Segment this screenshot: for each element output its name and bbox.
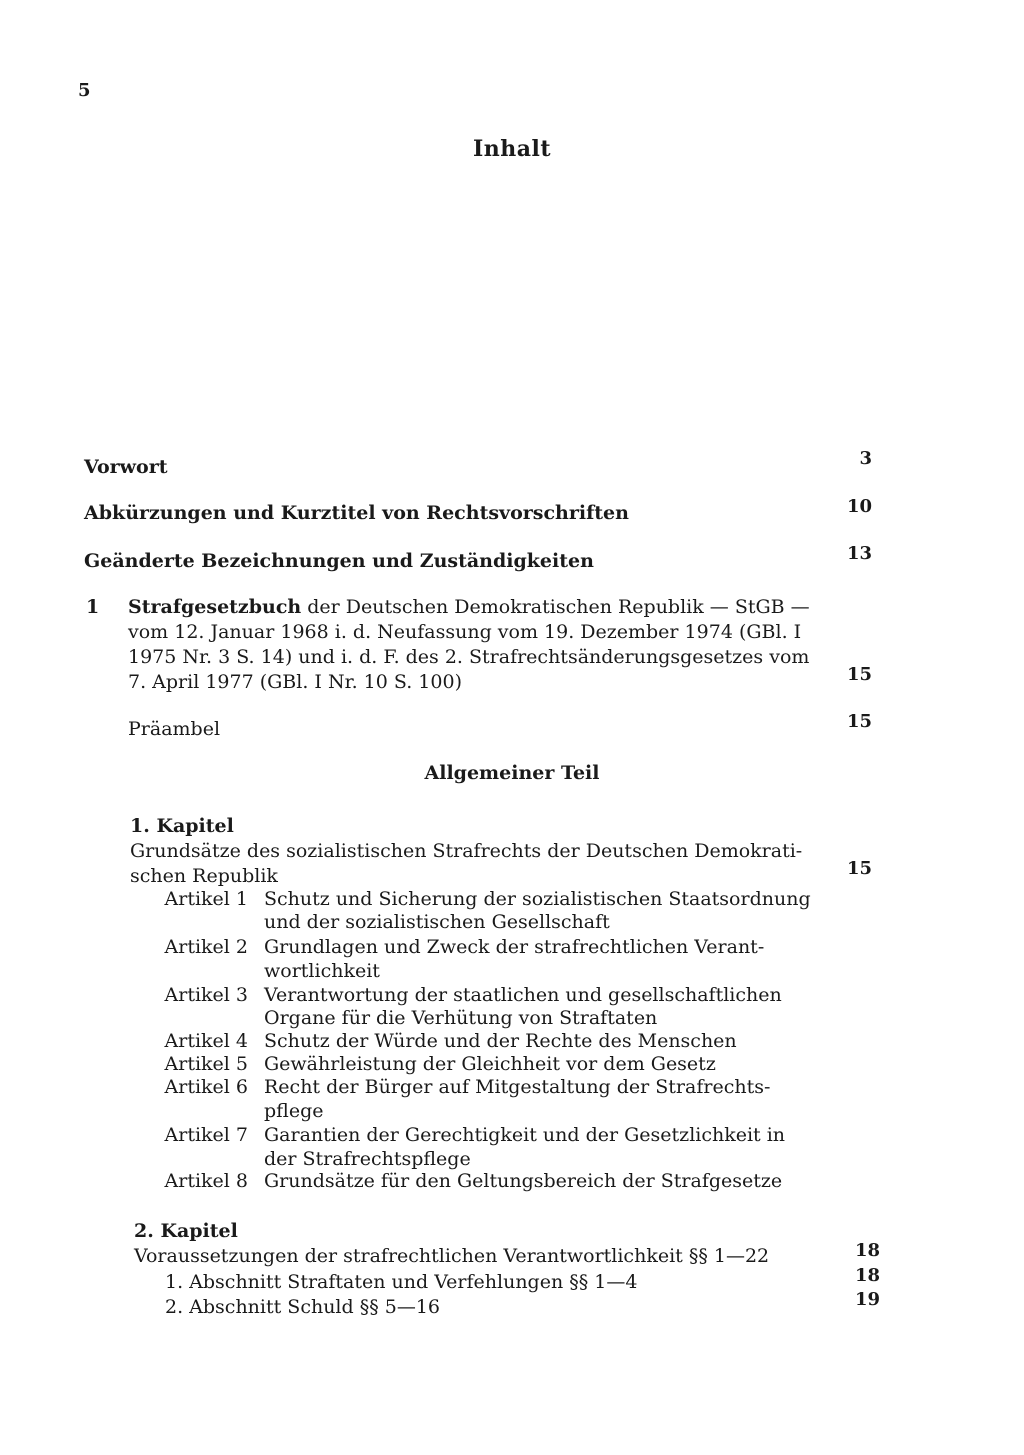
toc-bezeichnungen-page: 13 — [846, 543, 872, 564]
toc-praeambel-page: 15 — [846, 711, 872, 732]
article-4 — [148, 1030, 737, 1052]
toc-section1-line1-text: der Deutschen Demokratischen Republik — StGB — — [301, 596, 810, 618]
article-label: Artikel 6 — [164, 1076, 248, 1098]
toc-kapitel2-page: 18 — [854, 1240, 880, 1261]
toc-abschnitt-1-page: 18 — [854, 1265, 880, 1286]
toc-abschnitt-2: 2. Abschnitt Schuld §§ 5—16 — [165, 1296, 441, 1318]
toc-abschnitt-2-page: 19 — [854, 1289, 880, 1310]
article-text-line1: Garantien der Gerechtigkeit und der Gesetzlichkeit in — [264, 1124, 786, 1146]
article-8 — [148, 1170, 783, 1192]
toc-kapitel1-page: 15 — [846, 858, 872, 879]
article-2 — [148, 936, 765, 958]
toc-section1-line4: 7. April 1977 (GBl. I Nr. 10 S. 100) — [128, 671, 462, 693]
article-text-line1: Recht der Bürger auf Mitgestaltung der Strafrechts- — [264, 1076, 771, 1098]
toc-kapitel1-title-line1: Grundsätze des sozialistischen Strafrechts der Deutschen Demokrati- — [130, 840, 803, 862]
toc-kapitel2-heading: 2. Kapitel — [134, 1220, 238, 1242]
toc-praeambel: Präambel — [128, 718, 221, 740]
toc-section1-line1 — [128, 596, 812, 618]
article-label: Artikel 5 — [164, 1053, 248, 1075]
article-label: Artikel 7 — [164, 1124, 248, 1146]
page-title: Inhalt — [472, 136, 552, 162]
toc-abkuerzungen-page: 10 — [846, 496, 872, 517]
toc-section1-number: 1 — [86, 596, 100, 618]
toc-section1-lead: Strafgesetzbuch — [128, 596, 302, 618]
toc-bezeichnungen: Geänderte Bezeichnungen und Zuständigkeiten — [84, 550, 594, 572]
toc-section1-page: 15 — [846, 664, 872, 685]
toc-abschnitt-1: 1. Abschnitt Straftaten und Verfehlungen §§ 1—4 — [165, 1271, 638, 1293]
article-7-line2: der Strafrechtspflege — [264, 1148, 471, 1170]
article-text-line1: Grundsätze für den Geltungsbereich der Strafgesetze — [264, 1170, 783, 1192]
article-3-line2: Organe für die Verhütung von Straftaten — [264, 1007, 658, 1029]
article-text-line1: Schutz der Würde und der Rechte des Menschen — [264, 1030, 737, 1052]
toc-abkuerzungen: Abkürzungen und Kurztitel von Rechtsvorschriften — [84, 502, 629, 524]
toc-kapitel1-heading: 1. Kapitel — [130, 815, 234, 837]
article-text-line1: Gewährleistung der Gleichheit vor dem Gesetz — [264, 1053, 716, 1075]
article-text-line1: Grundlagen und Zweck der strafrechtlichen Verant- — [264, 936, 765, 958]
toc-kapitel1-title-line2: schen Republik — [130, 865, 278, 887]
article-label: Artikel 1 — [164, 888, 248, 910]
toc-vorwort: Vorwort — [84, 456, 168, 478]
article-label: Artikel 8 — [164, 1170, 248, 1192]
article-1 — [148, 888, 811, 910]
article-6-line2: pflege — [264, 1100, 324, 1122]
toc-vorwort-page: 3 — [859, 448, 872, 469]
toc-section1-line2: vom 12. Januar 1968 i. d. Neufassung vom 19. Dezember 1974 (GBl. I — [128, 621, 802, 643]
article-7 — [148, 1124, 786, 1146]
toc-allgemeiner-teil: Allgemeiner Teil — [424, 762, 600, 784]
article-label: Artikel 2 — [164, 936, 248, 958]
article-label: Artikel 4 — [164, 1030, 248, 1052]
article-1-line2: und der sozialistischen Gesellschaft — [264, 911, 610, 933]
toc-section1-line3: 1975 Nr. 3 S. 14) und i. d. F. des 2. Strafrechtsänderungsgesetzes vom — [128, 646, 810, 668]
page-number: 5 — [78, 80, 91, 101]
article-text-line1: Schutz und Sicherung der sozialistischen Staatsordnung — [264, 888, 811, 910]
article-text-line1: Verantwortung der staatlichen und gesellschaftlichen — [264, 984, 782, 1006]
article-3 — [148, 984, 782, 1006]
article-5 — [148, 1053, 716, 1075]
article-6 — [148, 1076, 771, 1098]
toc-kapitel2-title: Voraussetzungen der strafrechtlichen Verantwortlichkeit §§ 1—22 — [134, 1245, 770, 1267]
article-2-line2: wortlichkeit — [264, 960, 380, 982]
article-label: Artikel 3 — [164, 984, 248, 1006]
